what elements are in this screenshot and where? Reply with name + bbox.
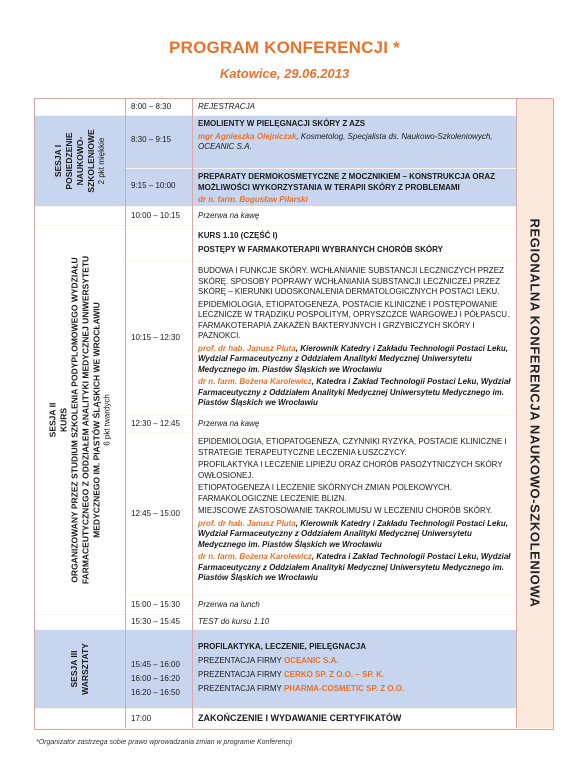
- speaker-affiliation: , Katedra i Zakład Technologii Postaci Leku, Wydział Farmaceutyczny z Oddziałem Analityki Medycznej Uniwersytetu Medycznego im. Piastów Śląskich we Wrocławiu: [198, 377, 511, 407]
- talk-cell: [193, 169, 516, 206]
- blank-cell: [35, 615, 125, 629]
- session-2-line: MEDYCZNEGO IM. PIASTÓW ŚLĄSKICH WE WROCŁAWIU: [91, 302, 102, 538]
- speaker-name: prof. dr hab. Janusz Pluta: [198, 518, 296, 528]
- grid-line: [516, 99, 517, 728]
- break-cell: Przerwa na lunch: [193, 596, 516, 614]
- session-2-label: [35, 226, 125, 614]
- presentation-label: PREZENTACJA FIRMY: [198, 656, 284, 665]
- session-2-title: SESJA II: [47, 402, 58, 438]
- session-1-line: POSIEDZENIE: [64, 132, 74, 190]
- session-2-points: 6 pkt twardych: [102, 394, 112, 446]
- time-slot: 16:20 – 16:50: [131, 688, 180, 697]
- footnote: *Organizator zastrzega sobie prawo wprowadzania zmian w programie Konferencji: [36, 739, 293, 746]
- session-1-line: NAUKOWO-: [75, 136, 85, 186]
- lecture-topic: EPIDEMIOLOGIA, ETIOPATOGENEZA, CZYNNIKI RYZYKA, POSTACIE KLINICZNE I STRATEGIE TERAPEUTYCZNE LECZENIA ŁUSZCZYCY.: [198, 437, 507, 457]
- session-2-line: ORGANIZOWANY PRZEZ STUDIUM SZKOLENIA PODYPLOMOWEGO WYDZIAŁU: [69, 257, 80, 583]
- course-subtitle: POSTĘPY W FARMAKOTERAPII WYBRANYCH CHORÓB SKÓRY: [198, 244, 443, 254]
- lecture-cell: [193, 262, 516, 415]
- speaker-affiliation: , Kierownik Katedry i Zakładu Technologii Postaci Leku, Wydział Farmaceutyczny z Oddziałem Analityki Medycznej Uniwersytetu Medycznego im. Piastów Śląskich we Wrocławiu: [198, 343, 508, 374]
- time-cell: 15:00 – 15:30: [126, 596, 192, 614]
- company-name: PHARMA-COSMETIC SP. Z O.O.: [283, 684, 405, 693]
- session-2-line: KURS: [58, 407, 69, 433]
- registration-cell: REJESTRACJA: [193, 99, 516, 115]
- conference-name: REGIONALNA KONFERENCJA NAUKOWO-SZKOLENIOWA: [527, 218, 543, 608]
- closing-cell: ZAKOŃCZENIE I WYDAWANIE CERTYFIKATÓW: [193, 709, 516, 728]
- session-1-line: SZKOLENIOWE: [86, 129, 96, 193]
- course-title: KURS 1.10 (CZĘŚĆ I): [198, 231, 278, 240]
- blank-cell: [35, 99, 125, 115]
- grid-line: [125, 99, 126, 728]
- speaker-affiliation: , Kierownik Katedry i Zakładu Technologii Postaci Leku, Wydział Farmaceutyczny z Oddziałem Analityki Medycznej Uniwersytetu Medycznego im. Piastów Śląskich we Wrocławiu: [198, 518, 508, 549]
- talk-title: EMOLIENTY W PIELĘGNACJI SKÓRY Z AZS: [198, 119, 366, 128]
- talk-title: PREPARATY DERMOKOSMETYCZNE Z MOCZNIKIEM – KONSTRUKCJA ORAZ MOŻLIWOŚCI WYKORZYSTANIA W TERAPII SKÓRY Z PROBLEMAMI: [198, 172, 496, 192]
- time-cell: 10:15 – 12:30: [126, 262, 192, 415]
- time-cell: 10:00 – 10:15: [126, 207, 192, 225]
- session-2-line: FARMACEUTYCZNEGO Z ODDZIAŁEM ANALITYKI MEDYCZNEJ UNIWERSYTETU: [80, 255, 91, 585]
- speaker-name: dr n. farm. Bożena Karolewicz: [198, 377, 312, 386]
- lecture-topic: PROFILAKTYKA I LECZENIE LIPIEŻU ORAZ CHORÓB PASOŻYTNICZYCH SKÓRY OWŁOSIONEJ.: [198, 460, 503, 480]
- lecture-topic: MIEJSCOWE ZASTOSOWANIE TAKROLIMUSU W LECZENIU CHORÓB SKÓRY.: [198, 506, 493, 515]
- lecture-topic: EPIDEMIOLOGIA, ETIOPATOGENEZA, POSTACIE KLINICZNE I POSTĘPOWANIE LECZNICZE W TRĄDZIKU POSPOLITYM, OPRYSZCZCE WARGOWEJ I PÓŁPASCU. FARMAKOTERAPIA ZAKAŻEŃ BAKTERYJNYCH I GRZYBICZYCH SKÓRY I PAZNOKCI.: [198, 299, 510, 340]
- page-title: PROGRAM KONFERENCJI *: [169, 38, 400, 57]
- speaker-affiliation: , Katedra i Zakład Technologii Postaci Leku, Wydział Farmaceutyczny z Oddziałem Analityki Medycznej Uniwersytetu Medycznego im. Piastów Śląskich we Wrocławiu: [198, 552, 511, 582]
- speaker-name: dr n. farm. Bogusław Pilarski: [198, 195, 308, 204]
- time-cell: 8:30 – 9:15: [126, 116, 192, 168]
- break-cell: Przerwa na kawę: [193, 416, 516, 432]
- lecture-cell: [193, 433, 516, 595]
- session-3-label: [35, 630, 125, 708]
- time-slot: 15:45 – 16:00: [131, 660, 180, 669]
- presentation-label: PREZENTACJA FIRMY: [198, 670, 284, 679]
- workshop-cell: [193, 630, 516, 708]
- company-name: CERKO SP. Z O.O. – SP. K.: [283, 670, 385, 679]
- test-cell: TEST do kursu 1.10: [193, 615, 516, 629]
- session-1-label: [35, 116, 125, 206]
- session-1-points: 2 pkt miękkie: [97, 137, 106, 185]
- time-cell: [126, 226, 192, 261]
- session-3-line: WARSZTATY: [80, 643, 90, 695]
- grid-line: [192, 99, 193, 728]
- time-cell: [126, 630, 192, 708]
- blank-cell: [35, 709, 125, 728]
- workshop-title: PROFILAKTYKA, LECZENIE, PIELĘGNACJA: [198, 642, 367, 651]
- page-subtitle: Katowice, 29.06.2013: [219, 66, 350, 81]
- session-3-title: SESJA III: [69, 650, 79, 688]
- break-cell: Przerwa na kawę: [193, 207, 516, 225]
- time-cell: 12:45 – 15:00: [126, 433, 192, 595]
- time-cell: 8:00 – 8:30: [126, 99, 192, 115]
- speaker-name: mgr Agnieszka Olejniczak: [198, 131, 297, 141]
- time-slot: 16:00 – 16:20: [131, 674, 180, 683]
- blank-cell: [35, 207, 125, 225]
- speaker-name: dr n. farm. Bożena Karolewicz: [198, 552, 312, 561]
- talk-cell: [193, 116, 516, 168]
- time-cell: 15:30 – 15:45: [126, 615, 192, 629]
- presentation-label: PREZENTACJA FIRMY: [198, 684, 284, 693]
- speaker-name: prof. dr hab. Janusz Pluta: [198, 343, 296, 353]
- company-name: OCEANIC S.A.: [283, 656, 339, 665]
- speaker-affiliation: , Kosmetolog, Specjalista ds. Naukowo-Szkoleniowych, OCEANIC S.A.: [198, 131, 493, 151]
- session-1-title: SESJA I: [53, 144, 63, 178]
- course-header: [193, 226, 516, 261]
- time-cell: 17:00: [126, 709, 192, 728]
- time-cell: 12:30 – 12:45: [126, 416, 192, 432]
- lecture-topic: ETIOPATOGENEZA I LECZENIE SKÓRNYCH ZMIAN POLEKOWYCH. FARMAKOLOGICZNE LECZENIE BLIZN.: [198, 483, 452, 503]
- time-cell: 9:15 – 10:00: [126, 169, 192, 206]
- lecture-topic: BUDOWA I FUNKCJE SKÓRY. WCHŁANIANIE SUBSTANCJI LECZNICZYCH PRZEZ SKÓRĘ. SPOSOBY POPRAWY WCHŁANIANIA SUBSTANCJI LECZNICZEJ PRZEZ SKÓRĘ – KIERUNKI UDOSKONALENIA DERMATOLOGICZNYCH POSTACI LEKU.: [198, 266, 504, 296]
